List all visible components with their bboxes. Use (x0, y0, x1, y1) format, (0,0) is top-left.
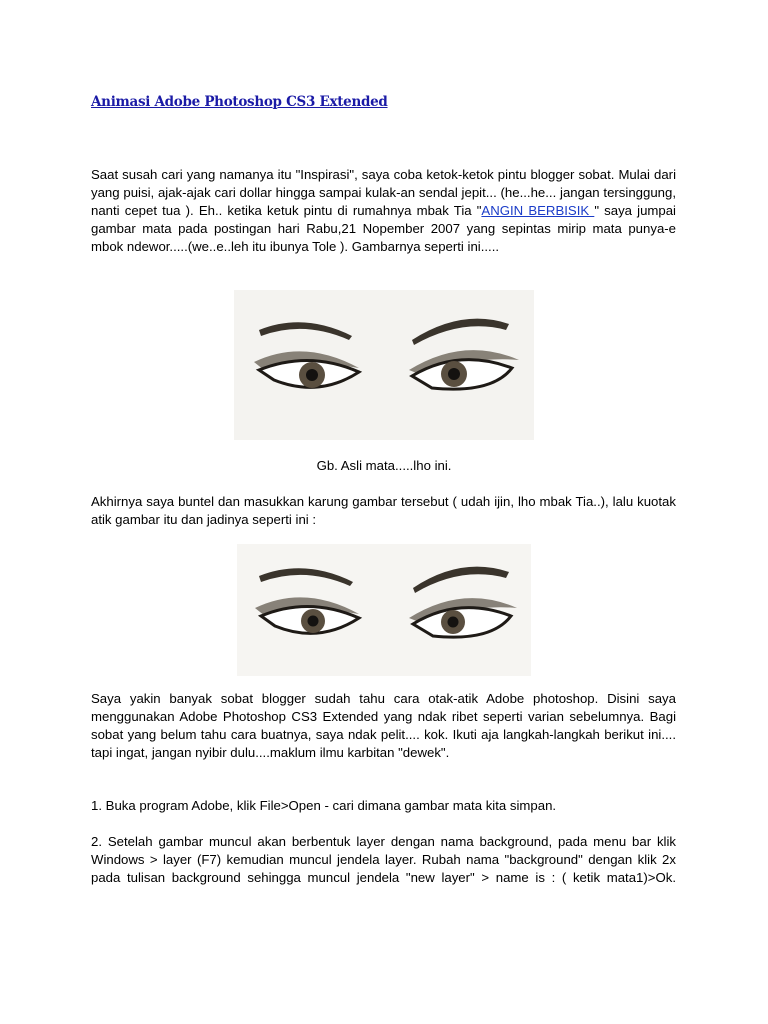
post-title-link[interactable]: Animasi Adobe Photoshop CS3 Extended (91, 94, 388, 110)
edited-eyes-illustration (237, 544, 531, 676)
original-eyes-image (234, 290, 534, 440)
angin-berbisik-link[interactable]: ANGIN BERBISIK (481, 203, 595, 218)
third-paragraph: Saya yakin banyak sobat blogger sudah tahu cara otak-atik Adobe photoshop. Disini saya menggunakan Adobe Photoshop CS3 Extended yang ndak ribet seperti varian sebelumnya. Bagi sobat yang belum tahu cara buatnya, saya ndak pelit.... kok. Ikuti aja langkah-langkah berikut ini.... tapi ingat, jangan nyibir dulu....maklum ilmu karbitan "dewek". (91, 691, 676, 760)
intro-paragraph (91, 166, 676, 256)
edited-eyes-image (237, 544, 531, 676)
step-two: 2. Setelah gambar muncul akan berbentuk layer dengan nama background, pada menu bar klik Windows > layer (F7) kemudian muncul jendela layer. Rubah nama "background" dengan klik 2x pada tulisan background sehingga muncul jendela "new layer" > name is : ( ketik mata1)>Ok. (91, 834, 676, 885)
step-one: 1. Buka program Adobe, klik File>Open - cari dimana gambar mata kita simpan. (91, 798, 557, 813)
eyes-illustration (234, 290, 534, 440)
intro-text-end: " saya jumpai gambar mata pada postingan hari Rabu,21 Nopember 2007 yang sepintas mirip mata punya-e mbok ndewor.....(we..e..leh itu ibunya Tole ). Gambarnya seperti ini..... (91, 203, 676, 254)
intro-text-start: Saat susah cari yang namanya itu "Inspirasi", saya coba ketok-ketok pintu blogger sobat. Mulai dari yang puisi, ajak-ajak cari dollar hingga sampai kulak-an sendal jepit... (he...he... jangan tersinggung, nanti cepet tua ). Eh.. ketika ketuk pintu di rumahnya mbak Tia " (91, 167, 676, 218)
second-paragraph: Akhirnya saya buntel dan masukkan karung gambar tersebut ( udah ijin, lho mbak Tia..), lalu kuotak atik gambar itu dan jadinya seperti ini : (91, 494, 676, 527)
image-caption: Gb. Asli mata.....lho ini. (316, 458, 452, 473)
